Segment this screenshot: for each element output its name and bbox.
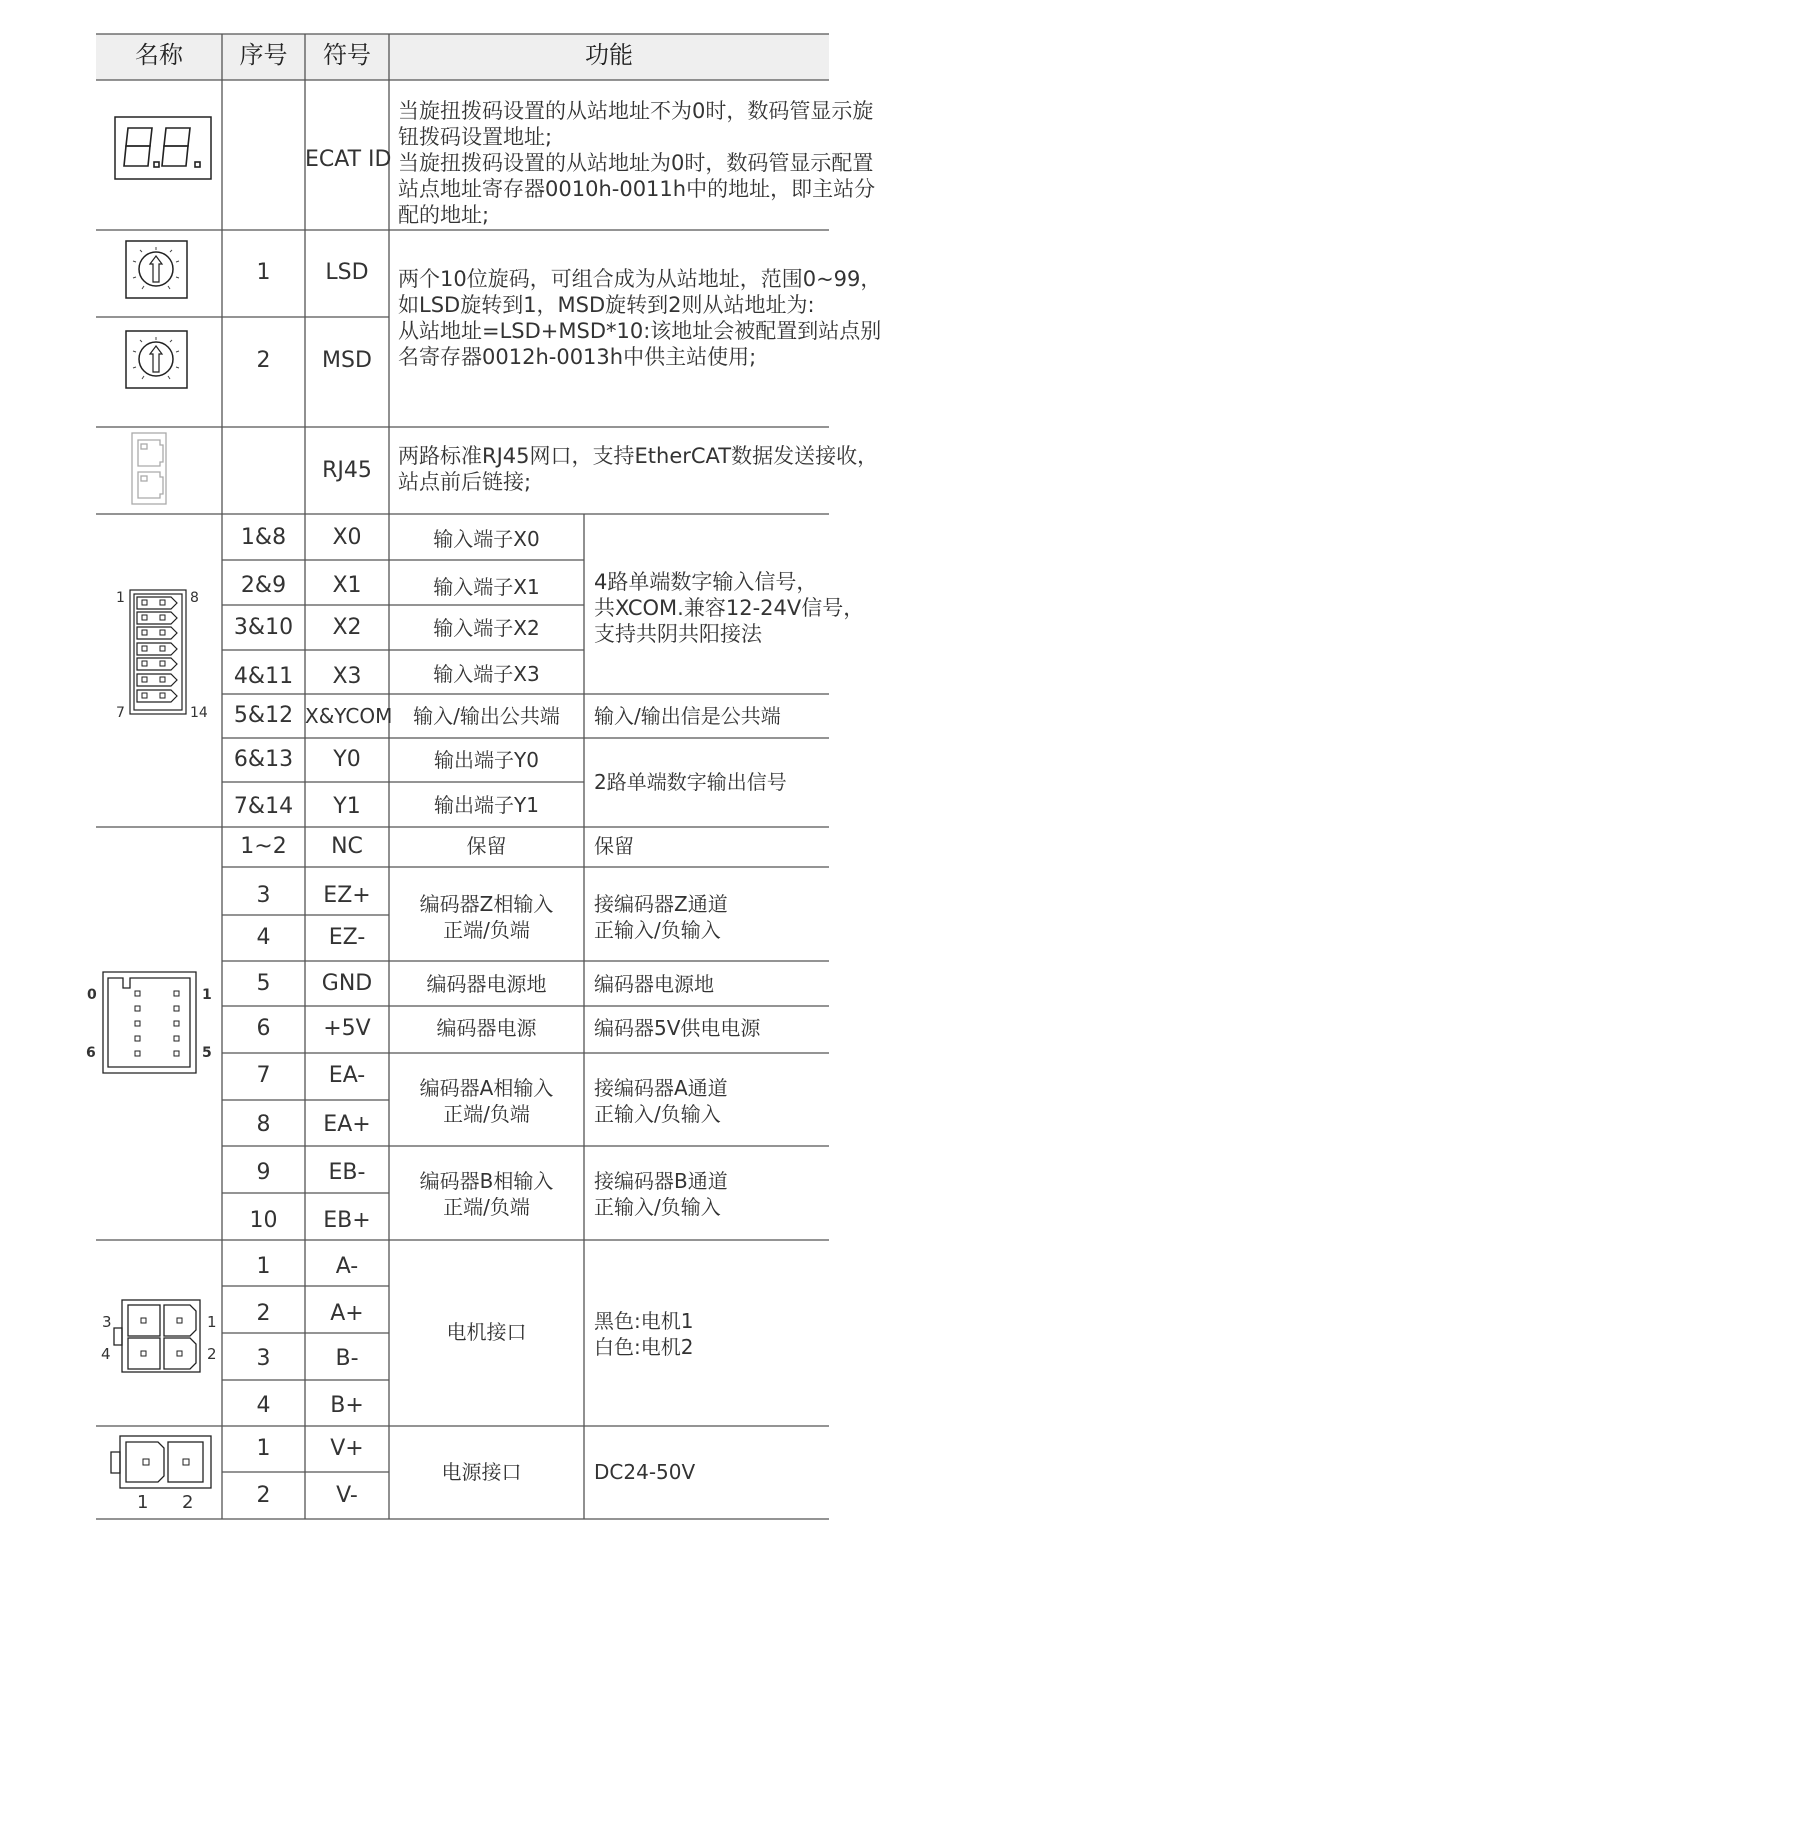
encoder-group-description: 编码器电源地: [594, 972, 714, 996]
encoder-symbol: EZ+: [323, 883, 371, 908]
io-pin-label: 8: [190, 590, 199, 606]
motor-index: 3: [256, 1346, 271, 1371]
encoder-index: 9: [256, 1160, 271, 1185]
header-symbol: 符号: [323, 41, 371, 69]
io-index: 5&12: [233, 703, 294, 728]
motor-pin-label: 4: [101, 1345, 111, 1363]
encoder-group-description: 保留: [594, 834, 634, 858]
io-symbol: X3: [332, 664, 362, 689]
encoder-pin-label: 5: [202, 1045, 212, 1061]
header-function: 功能: [585, 41, 633, 69]
rotary-switch-icon: [126, 241, 187, 298]
io-symbol: X1: [332, 573, 362, 598]
encoder-group-description: 接编码器B通道 正输入/负输入: [594, 1169, 728, 1219]
encoder-symbol: +5V: [323, 1016, 371, 1041]
encoder-group-name: 保留: [466, 834, 507, 858]
motor-description: 黑色:电机1 白色:电机2: [594, 1309, 694, 1359]
header-name: 名称: [135, 41, 183, 69]
encoder-group-name: 编码器B相输入 正端/负端: [419, 1169, 554, 1219]
ecat-description: 当旋扭拨码设置的从站地址不为0时，数码管显示旋 钮拨码设置地址; 当旋扭拨码设置的从站地址为0时，数码管显示配置 站点地址寄存器0010h-0011h中的地址，即主站分 配的地址;: [398, 99, 876, 227]
encoder-index: 6: [256, 1016, 271, 1041]
motor-index: 1: [256, 1254, 271, 1279]
motor-index: 4: [256, 1393, 271, 1418]
io-name: 输入端子X0: [433, 527, 540, 551]
encoder-index: 10: [249, 1208, 278, 1233]
motor-connector-icon: [114, 1300, 200, 1372]
power-symbol: V-: [336, 1483, 358, 1508]
io-output-description: 2路单端数字输出信号: [594, 770, 787, 794]
io-name: 输入端子X2: [433, 616, 540, 640]
io-symbol: X0: [332, 525, 362, 550]
io-name: 输出端子Y0: [434, 748, 539, 772]
io-pin-label: 1: [116, 590, 125, 606]
io-index: 4&11: [233, 664, 294, 689]
encoder-group-description: 接编码器Z通道 正输入/负输入: [594, 892, 728, 942]
encoder-symbol: EA-: [328, 1063, 366, 1088]
io-symbol: Y0: [333, 747, 361, 772]
io-name: 输入端子X1: [433, 575, 540, 599]
encoder-group-description: 接编码器A通道 正输入/负输入: [594, 1076, 728, 1126]
power-description: DC24-50V: [594, 1460, 696, 1484]
encoder-symbol: EZ-: [328, 925, 366, 950]
rj45-port-icon: [132, 433, 166, 504]
io-symbol: X&YCOM: [305, 704, 393, 728]
encoder-index: 4: [256, 925, 271, 950]
rj45-symbol: RJ45: [322, 458, 372, 483]
msd-symbol: MSD: [322, 348, 372, 373]
encoder-index: 1~2: [240, 834, 287, 859]
io-input-description: 4路单端数字输入信号， 共XCOM.兼容12-24V信号， 支持共阴共阳接法: [594, 570, 865, 646]
io-symbol: Y1: [333, 794, 361, 819]
seven-segment-display-icon: [115, 117, 211, 179]
encoder-group-name: 编码器Z相输入 正端/负端: [419, 892, 554, 942]
io-index: 2&9: [240, 573, 287, 598]
encoder-symbol: NC: [331, 834, 363, 859]
power-pin-label: 2: [182, 1492, 194, 1513]
motor-pin-label: 1: [207, 1313, 217, 1331]
encoder-index: 8: [256, 1112, 271, 1137]
lsd-index: 1: [256, 260, 271, 285]
msd-index: 2: [256, 348, 271, 373]
motor-symbol: B+: [330, 1393, 364, 1418]
header-index: 序号: [239, 41, 288, 69]
io-pin-label: 7: [116, 705, 125, 721]
encoder-pin-label: 6: [86, 1045, 96, 1061]
io-name: 输出端子Y1: [434, 793, 539, 817]
encoder-connector-icon: [103, 972, 196, 1073]
motor-symbol: B-: [335, 1346, 359, 1371]
power-name: 电源接口: [441, 1460, 522, 1484]
io-pin-label: 14: [190, 705, 208, 721]
power-index: 1: [256, 1436, 271, 1461]
io-index: 6&13: [233, 747, 294, 772]
encoder-group-name: 编码器A相输入 正端/负端: [419, 1076, 554, 1126]
encoder-symbol: EB+: [323, 1208, 371, 1233]
encoder-index: 7: [256, 1063, 271, 1088]
encoder-pin-label: 1: [202, 987, 212, 1003]
encoder-symbol: EB-: [328, 1160, 366, 1185]
io-index: 7&14: [233, 794, 294, 819]
encoder-symbol: EA+: [323, 1112, 371, 1137]
power-pin-label: 1: [137, 1492, 149, 1513]
rotary-description: 两个10位旋码，可组合成为从站地址，范围0~99， 如LSD旋转到1，MSD旋转到2则从站地址为: 从站地址=LSD+MSD*10:该地址会被配置到站点别 名寄存器0012h-0013h中供主站使用;: [398, 267, 882, 369]
encoder-index: 5: [256, 971, 271, 996]
ecat-symbol: ECAT ID: [305, 147, 392, 172]
io-name: 输入端子X3: [433, 662, 540, 686]
power-connector-icon: [111, 1436, 211, 1488]
io-index: 3&10: [233, 615, 294, 640]
motor-name: 电机接口: [446, 1320, 527, 1344]
encoder-pin-label: 0: [87, 987, 97, 1003]
rj45-description: 两路标准RJ45网口，支持EtherCAT数据发送接收， 站点前后链接;: [398, 444, 879, 494]
io-terminal-icon: [130, 590, 186, 714]
motor-pin-label: 2: [207, 1345, 217, 1363]
motor-pin-label: 3: [102, 1313, 112, 1331]
power-symbol: V+: [330, 1436, 364, 1461]
motor-symbol: A+: [330, 1301, 364, 1326]
encoder-group-description: 编码器5V供电电源: [594, 1016, 761, 1040]
encoder-symbol: GND: [321, 971, 373, 996]
rotary-switch-icon: [126, 331, 187, 388]
power-index: 2: [256, 1483, 271, 1508]
io-name: 输入/输出公共端: [413, 704, 560, 728]
io-com-description: 输入/输出信是公共端: [594, 704, 781, 728]
encoder-group-name: 编码器电源地: [426, 972, 547, 996]
io-symbol: X2: [332, 615, 362, 640]
io-index: 1&8: [240, 525, 287, 550]
lsd-symbol: LSD: [325, 260, 369, 285]
encoder-group-name: 编码器电源: [436, 1016, 537, 1040]
encoder-index: 3: [256, 883, 271, 908]
motor-symbol: A-: [335, 1254, 359, 1279]
motor-index: 2: [256, 1301, 271, 1326]
